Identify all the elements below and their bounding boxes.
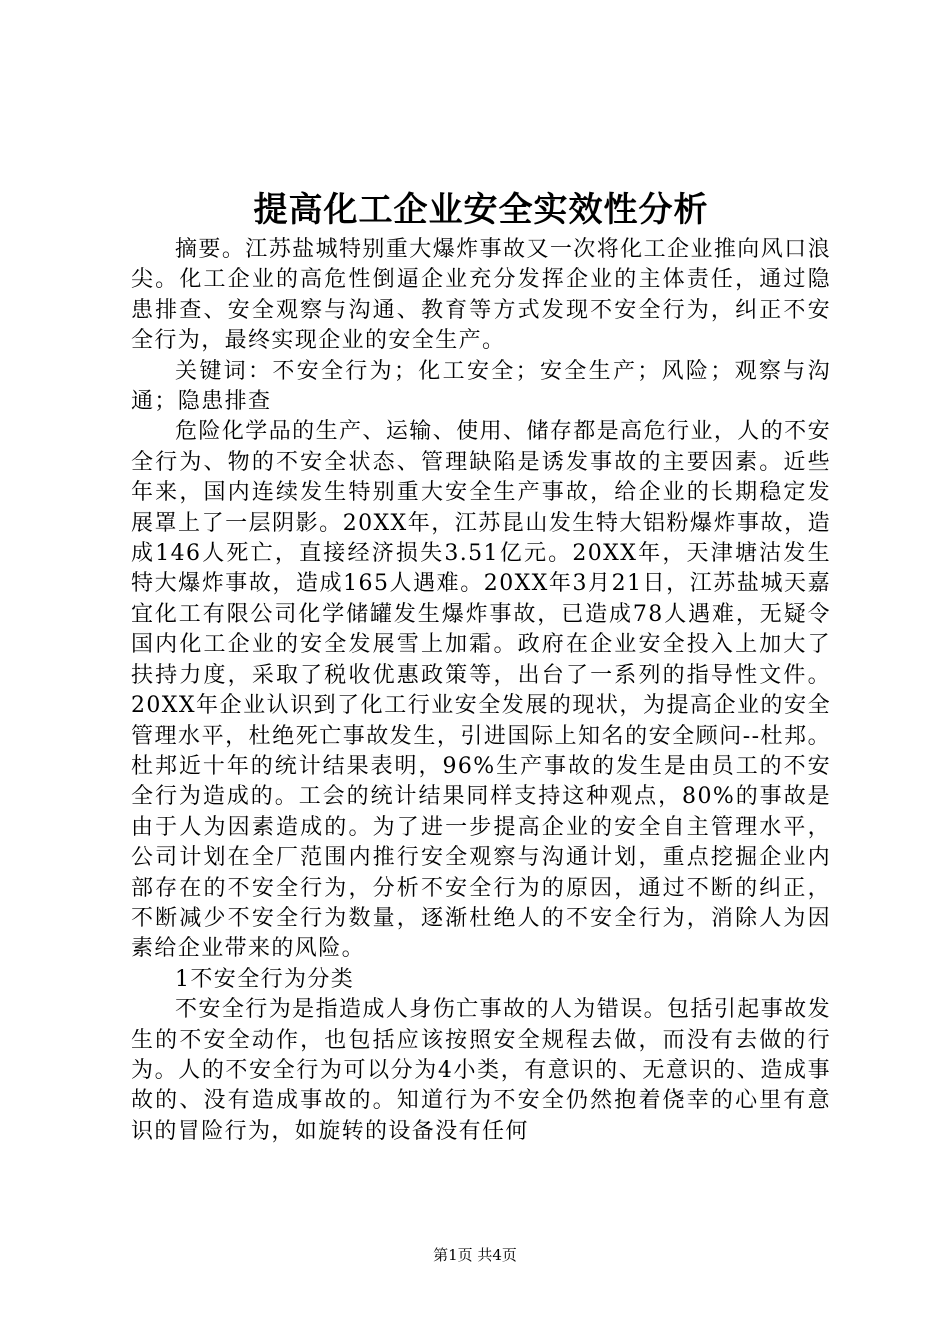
- keywords-paragraph: 关键词：不安全行为；化工安全；安全生产；风险；观察与沟通；隐患排查: [131, 358, 831, 415]
- section-paragraph: 不安全行为是指造成人身伤亡事故的人为错误。包括引起事故发生的不安全动作，也包括应该按照安全规程去做，而没有去做的行为。人的不安全行为可以分为4小类，有意识的、无意识的、造成事故的、没有造成事故的。知道行为不安全仍然抱着侥幸的心里有意识的冒险行为，如旋转的设备没有任何: [131, 997, 831, 1144]
- abstract-paragraph: 摘要。江苏盐城特别重大爆炸事故又一次将化工企业推向风口浪尖。化工企业的高危性倒逼企业充分发挥企业的主体责任，通过隐患排查、安全观察与沟通、教育等方式发现不安全行为，纠正不安全行为，最终实现企业的安全生产。: [131, 237, 831, 354]
- section-heading: 1不安全行为分类: [175, 966, 355, 992]
- document-body: [131, 235, 831, 1147]
- intro-paragraph: 危险化学品的生产、运输、使用、储存都是高危行业，人的不安全行为、物的不安全状态、管理缺陷是诱发事故的主要因素。近些年来，国内连续发生特别重大安全生产事故，给企业的长期稳定发展罩上了一层阴影。20XX年，江苏昆山发生特大铝粉爆炸事故，造成146人死亡，直接经济损失3.51亿元。20XX年，天津塘沽发生特大爆炸事故，造成165人遇难。20XX年3月21日，江苏盐城天嘉宜化工有限公司化学储罐发生爆炸事故，已造成78人遇难，无疑令国内化工企业的安全发展雪上加霜。政府在企业安全投入上加大了扶持力度，采取了税收优惠政策等，出台了一系列的指导性文件。20XX年企业认识到了化工行业安全发展的现状，为提高企业的安全管理水平，杜绝死亡事故发生，引进国际上知名的安全顾问--杜邦。杜邦近十年的统计结果表明，96%生产事故的发生是由员工的不安全行为造成的。工会的统计结果同样支持这种观点，80%的事故是由于人为因素造成的。为了进一步提高企业的安全自主管理水平，公司计划在全厂范围内推行安全观察与沟通计划，重点挖掘企业内部存在的不安全行为，分析不安全行为的原因，通过不断的纠正，不断减少不安全行为数量，逐渐杜绝人的不安全行为，消除人为因素给企业带来的风险。: [131, 419, 831, 962]
- document-title: 提高化工企业安全实效性分析: [253, 190, 709, 230]
- page-footer: 第1页 共4页: [433, 1246, 517, 1264]
